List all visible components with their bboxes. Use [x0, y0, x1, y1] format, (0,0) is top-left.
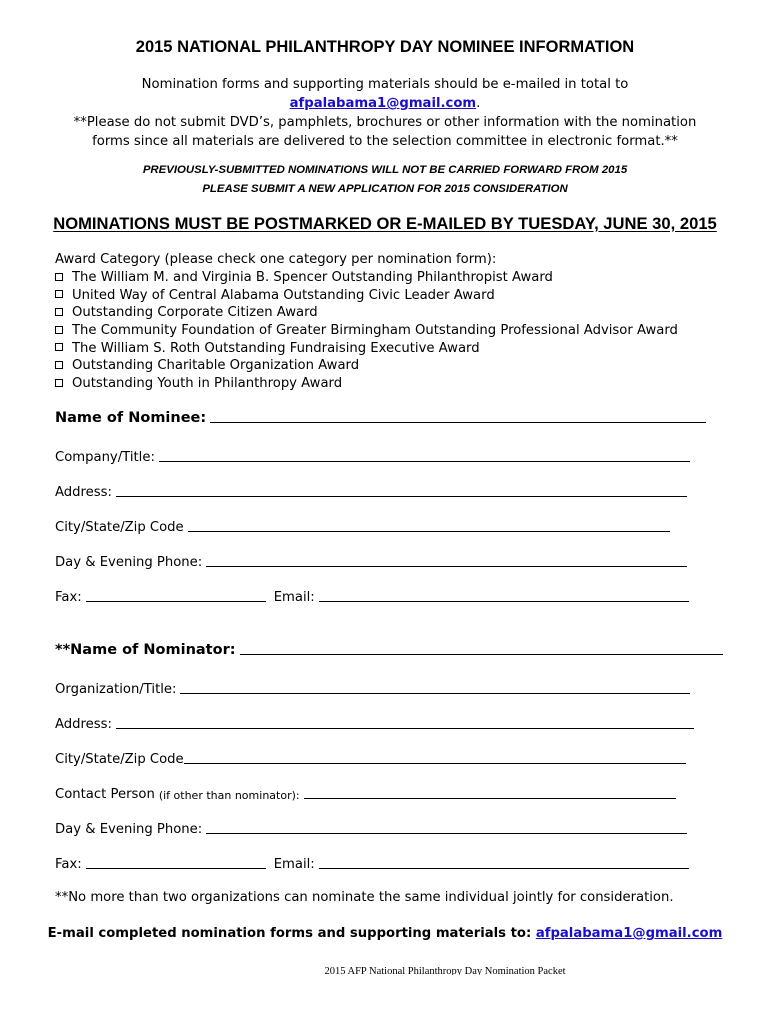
- nominator-city-field[interactable]: [184, 762, 686, 764]
- nominator-email-field[interactable]: [319, 867, 689, 869]
- nominee-address-row: [55, 485, 687, 500]
- award-option: [55, 340, 678, 358]
- nominator-address-row: [55, 717, 694, 732]
- intro-line-1: Nomination forms and supporting materials should be e-mailed in total to: [141, 77, 629, 92]
- warning-line-2: PLEASE SUBMIT A NEW APPLICATION FOR 2015 CONSIDERATION: [202, 183, 568, 195]
- nominator-name-label: **Name of Nominator: [55, 642, 230, 658]
- nominator-address-field[interactable]: [116, 727, 694, 729]
- award-option-label: Outstanding Charitable Organization Award: [72, 358, 360, 374]
- intro-email-link[interactable]: afpalabama1@gmail.com: [289, 96, 477, 111]
- intro-email-suffix: .: [476, 96, 481, 111]
- nominator-contact-label: Contact Person: [55, 787, 155, 802]
- checkbox[interactable]: [55, 326, 63, 334]
- award-option: [55, 322, 678, 340]
- nominator-contact-row: [55, 787, 676, 802]
- nominee-name-label: Name of Nominee: [55, 410, 201, 426]
- nominator-name-field[interactable]: [240, 653, 723, 655]
- award-option: [55, 287, 678, 305]
- checkbox[interactable]: [55, 308, 63, 316]
- checkbox[interactable]: [55, 343, 63, 351]
- deadline-heading: NOMINATIONS MUST BE POSTMARKED OR E-MAILED BY TUESDAY, JUNE 30, 2015: [53, 214, 717, 233]
- nominator-address-label: Address:: [55, 717, 112, 732]
- submission-instruction: [0, 926, 770, 941]
- award-option: [55, 304, 678, 322]
- page-footer: 2015 AFP National Philanthropy Day Nomination Packet: [324, 966, 566, 975]
- nominee-name-field[interactable]: [210, 421, 706, 423]
- nominee-fax-email-row: [55, 590, 689, 605]
- nominee-company-label: Company/Title:: [55, 450, 155, 465]
- award-option: [55, 269, 678, 287]
- nominator-city-label: City/State/Zip Code: [55, 752, 184, 767]
- warning-notice: [0, 161, 770, 199]
- award-option-label: The William M. and Virginia B. Spencer Outstanding Philanthropist Award: [72, 270, 553, 285]
- intro-line-4: forms since all materials are delivered to the selection committee in electronic format.**: [92, 134, 678, 149]
- nominator-fax-field[interactable]: [86, 867, 266, 869]
- nominee-phone-field[interactable]: [206, 565, 687, 567]
- nominator-phone-field[interactable]: [206, 832, 687, 834]
- award-option: [55, 357, 678, 375]
- nominee-address-field[interactable]: [116, 495, 687, 497]
- award-option-label: The William S. Roth Outstanding Fundraising Executive Award: [72, 340, 480, 356]
- award-option: [55, 375, 678, 393]
- nominee-fax-field[interactable]: [86, 600, 266, 602]
- award-option-label: United Way of Central Alabama Outstanding Civic Leader Award: [72, 287, 495, 303]
- checkbox[interactable]: [55, 361, 63, 369]
- award-category-list: [55, 269, 678, 393]
- warning-line-1: PREVIOUSLY-SUBMITTED NOMINATIONS WILL NOT BE CARRIED FORWARD FROM 2015: [142, 164, 628, 176]
- nominee-fax-label: Fax:: [55, 590, 82, 605]
- award-option-label: The Community Foundation of Greater Birmingham Outstanding Professional Advisor Award: [72, 323, 678, 339]
- nominee-name-row: Name of Nominee :: [55, 410, 706, 426]
- intro-email-line: [0, 94, 770, 113]
- nominator-fax-label: Fax:: [55, 857, 82, 872]
- nominee-city-label: City/State/Zip Code: [55, 520, 184, 535]
- nominator-city-row: [55, 752, 686, 767]
- nominee-address-label: Address:: [55, 485, 112, 500]
- checkbox[interactable]: [55, 290, 63, 298]
- checkbox[interactable]: [55, 273, 63, 281]
- checkbox[interactable]: [55, 379, 63, 387]
- form-title: 2015 NATIONAL PHILANTHROPY DAY NOMINEE INFORMATION: [135, 38, 635, 56]
- award-option-label: Outstanding Corporate Citizen Award: [72, 305, 318, 321]
- joint-nomination-note: **No more than two organizations can nominate the same individual jointly for consideration.: [55, 890, 674, 905]
- nominator-contact-field[interactable]: [304, 797, 676, 799]
- nominator-fax-email-row: [55, 857, 689, 872]
- award-option-label: Outstanding Youth in Philanthropy Award: [72, 376, 343, 392]
- submission-email-link[interactable]: afpalabama1@gmail.com: [535, 926, 723, 941]
- nominator-email-label: Email:: [273, 857, 315, 872]
- nominee-email-label: Email:: [273, 590, 315, 605]
- submission-text: E-mail completed nomination forms and supporting materials to:: [47, 926, 532, 941]
- nominee-email-field[interactable]: [319, 600, 689, 602]
- nominator-contact-hint: (if other than nominator):: [158, 789, 300, 802]
- nominator-name-row: **Name of Nominator :: [55, 642, 723, 658]
- nominee-city-row: [55, 520, 670, 535]
- intro-text: [0, 75, 770, 151]
- intro-line-3: **Please do not submit DVD’s, pamphlets, brochures or other information with the nomination: [73, 115, 697, 130]
- nominator-org-field[interactable]: [180, 692, 690, 694]
- nominee-company-row: [55, 450, 690, 465]
- nominator-org-row: [55, 682, 690, 697]
- nominee-city-field[interactable]: [188, 530, 670, 532]
- nominator-phone-row: [55, 822, 687, 837]
- nominee-phone-row: [55, 555, 687, 570]
- award-category-heading: Award Category (please check one category per nomination form):: [55, 252, 497, 267]
- nominator-phone-label: Day & Evening Phone:: [55, 822, 203, 837]
- nominator-org-label: Organization/Title:: [55, 682, 177, 697]
- nominee-phone-label: Day & Evening Phone:: [55, 555, 203, 570]
- nominee-company-field[interactable]: [159, 460, 690, 462]
